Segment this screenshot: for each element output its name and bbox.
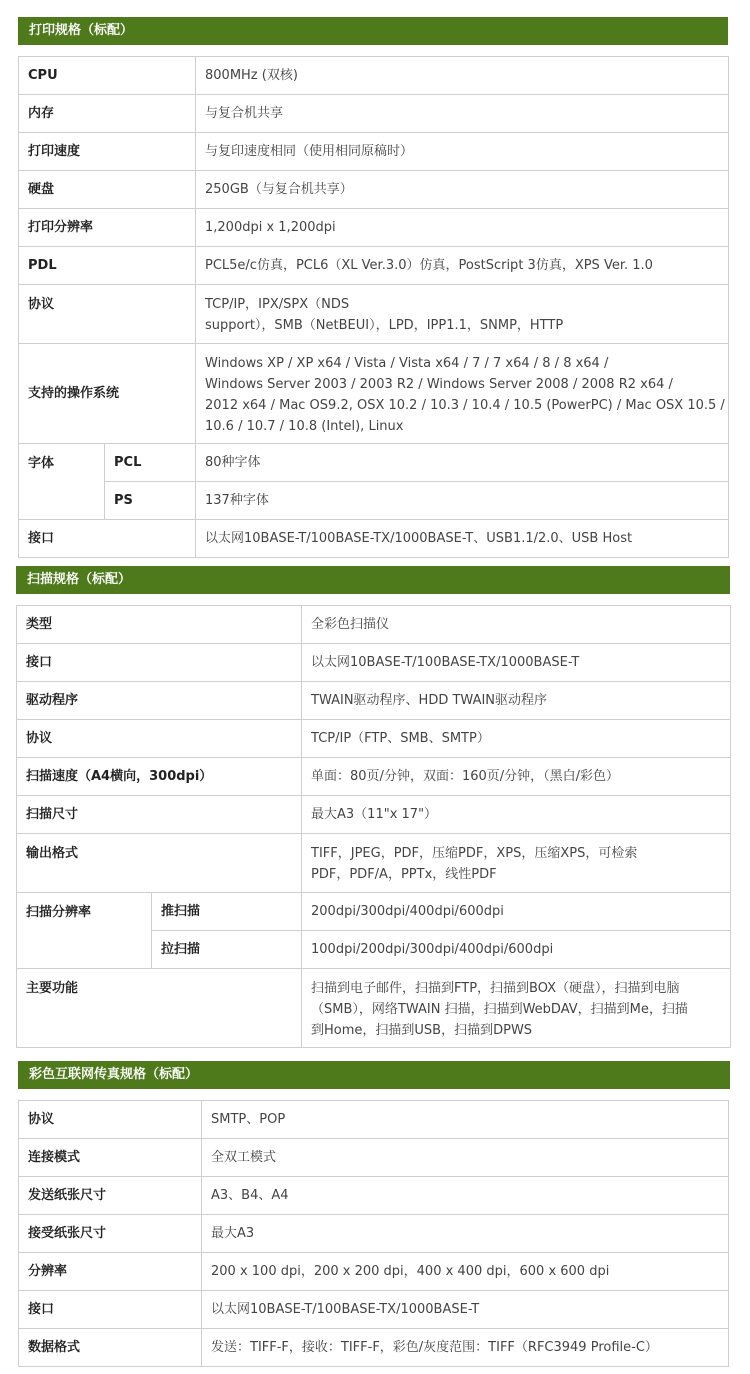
table-row [19,444,729,482]
value-line: Windows XP / XP x64 / Vista / Vista x64 / 7 / 7 x64 / 8 / 8 x64 / [205,356,609,371]
table-row [19,1177,729,1215]
row-label: PDL [19,247,196,285]
row-label: 发送纸张尺寸 [19,1177,202,1215]
scan-spec-header: 扫描规格（标配） [16,566,730,594]
table-row [19,133,729,171]
row-value: TWAIN驱动程序、HDD TWAIN驱动程序 [302,682,731,720]
table-row [19,1101,729,1139]
print-spec-table [18,56,729,558]
value-line: 2012 x64 / Mac OS9.2, OSX 10.2 / 10.3 / 10.4 / 10.5 (PowerPC) / Mac OSX 10.5 / [205,398,725,413]
table-row [19,1291,729,1329]
row-value: 以太网10BASE-T/100BASE-TX/1000BASE-T [302,644,731,682]
value-line: 10.6 / 10.7 / 10.8 (Intel), Linux [205,419,404,434]
row-label: 数据格式 [19,1329,202,1367]
row-label: 分辨率 [19,1253,202,1291]
table-row [17,682,731,720]
table-row [19,57,729,95]
row-value: 单面：80页/分钟，双面：160页/分钟，（黑白/彩色） [302,758,731,796]
table-row [17,969,731,1048]
row-value: 800MHz (双核) [196,57,729,95]
table-row [19,1215,729,1253]
row-value: 以太网10BASE-T/100BASE-TX/1000BASE-T [202,1291,729,1329]
table-row [17,644,731,682]
row-label: 驱动程序 [17,682,302,720]
row-label: 接受纸张尺寸 [19,1215,202,1253]
row-value: 最大A3 [202,1215,729,1253]
row-label: 主要功能 [17,969,302,1048]
row-label: 协议 [19,1101,202,1139]
fax-spec-header: 彩色互联网传真规格（标配） [18,1061,730,1089]
row-value: 最大A3（11"x 17"） [302,796,731,834]
table-row [17,720,731,758]
row-label: 协议 [17,720,302,758]
table-row [19,520,729,558]
row-label: 支持的操作系统 [19,344,196,444]
row-value: 全双工模式 [202,1139,729,1177]
row-label: 打印速度 [19,133,196,171]
row-sub-label: PS [105,482,196,520]
row-label: 内存 [19,95,196,133]
row-value: 200 x 100 dpi，200 x 200 dpi，400 x 400 dpi，600 x 600 dpi [202,1253,729,1291]
row-label: 扫描速度（A4横向，300dpi） [17,758,302,796]
row-label: 类型 [17,606,302,644]
print-spec-header: 打印规格（标配） [18,17,728,45]
row-label: 连接模式 [19,1139,202,1177]
row-value: 137种字体 [196,482,729,520]
table-row [17,834,731,893]
table-row [19,209,729,247]
table-row [19,1329,729,1367]
row-value [196,285,729,344]
value-line: （SMB），网络TWAIN 扫描，扫描到WebDAV，扫描到Me，扫描 [311,1002,688,1017]
row-sub-label: 推扫描 [152,893,302,931]
row-value: 80种字体 [196,444,729,482]
value-line: 扫描到电子邮件，扫描到FTP，扫描到BOX（硬盘），扫描到电脑 [311,981,680,996]
value-line: 到Home，扫描到USB，扫描到DPWS [311,1023,533,1038]
row-label: 扫描分辨率 [17,893,152,969]
row-value: 发送：TIFF-F，接收：TIFF-F，彩色/灰度范围：TIFF（RFC3949 Profile-C） [202,1329,729,1367]
value-line: PDF，PDF/A，PPTx，线性PDF [311,867,497,882]
table-row [19,171,729,209]
row-label: 字体 [19,444,105,520]
scan-spec-table [16,605,731,1048]
row-label: 接口 [19,1291,202,1329]
value-line: TIFF，JPEG，PDF，压缩PDF，XPS，压缩XPS，可检索 [311,846,638,861]
row-value [302,969,731,1048]
row-value: TCP/IP（FTP、SMB、SMTP） [302,720,731,758]
row-sub-label: 拉扫描 [152,931,302,969]
table-row [19,1253,729,1291]
row-value: 与复印速度相同（使用相同原稿时） [196,133,729,171]
row-value: 100dpi/200dpi/300dpi/400dpi/600dpi [302,931,731,969]
row-value: PCL5e/c仿真，PCL6（XL Ver.3.0）仿真，PostScript 3仿真，XPS Ver. 1.0 [196,247,729,285]
table-row [19,344,729,444]
row-label: 输出格式 [17,834,302,893]
row-label: 打印分辨率 [19,209,196,247]
table-row [17,758,731,796]
value-line: support），SMB（NetBEUI），LPD，IPP1.1，SNMP，HTTP [205,318,564,333]
row-label: 协议 [19,285,196,344]
row-value: 200dpi/300dpi/400dpi/600dpi [302,893,731,931]
row-sub-label: PCL [105,444,196,482]
row-value: A3、B4、A4 [202,1177,729,1215]
row-value: 与复合机共享 [196,95,729,133]
row-label: 接口 [17,644,302,682]
row-label: 硬盘 [19,171,196,209]
value-line: TCP/IP，IPX/SPX（NDS [205,297,350,312]
row-value [196,344,729,444]
row-value: 250GB（与复合机共享） [196,171,729,209]
fax-spec-table [18,1100,729,1367]
row-value: 以太网10BASE-T/100BASE-TX/1000BASE-T、USB1.1/2.0、USB Host [196,520,729,558]
table-row [17,796,731,834]
table-row [19,482,729,520]
table-row [19,285,729,344]
table-row [19,1139,729,1177]
row-value: 1,200dpi x 1,200dpi [196,209,729,247]
table-row [17,606,731,644]
row-label: 接口 [19,520,196,558]
row-label: CPU [19,57,196,95]
row-value [302,834,731,893]
value-line: Windows Server 2003 / 2003 R2 / Windows Server 2008 / 2008 R2 x64 / [205,377,673,392]
table-row [19,95,729,133]
row-value: 全彩色扫描仪 [302,606,731,644]
row-label: 扫描尺寸 [17,796,302,834]
row-value: SMTP、POP [202,1101,729,1139]
table-row [17,893,731,931]
table-row [19,247,729,285]
